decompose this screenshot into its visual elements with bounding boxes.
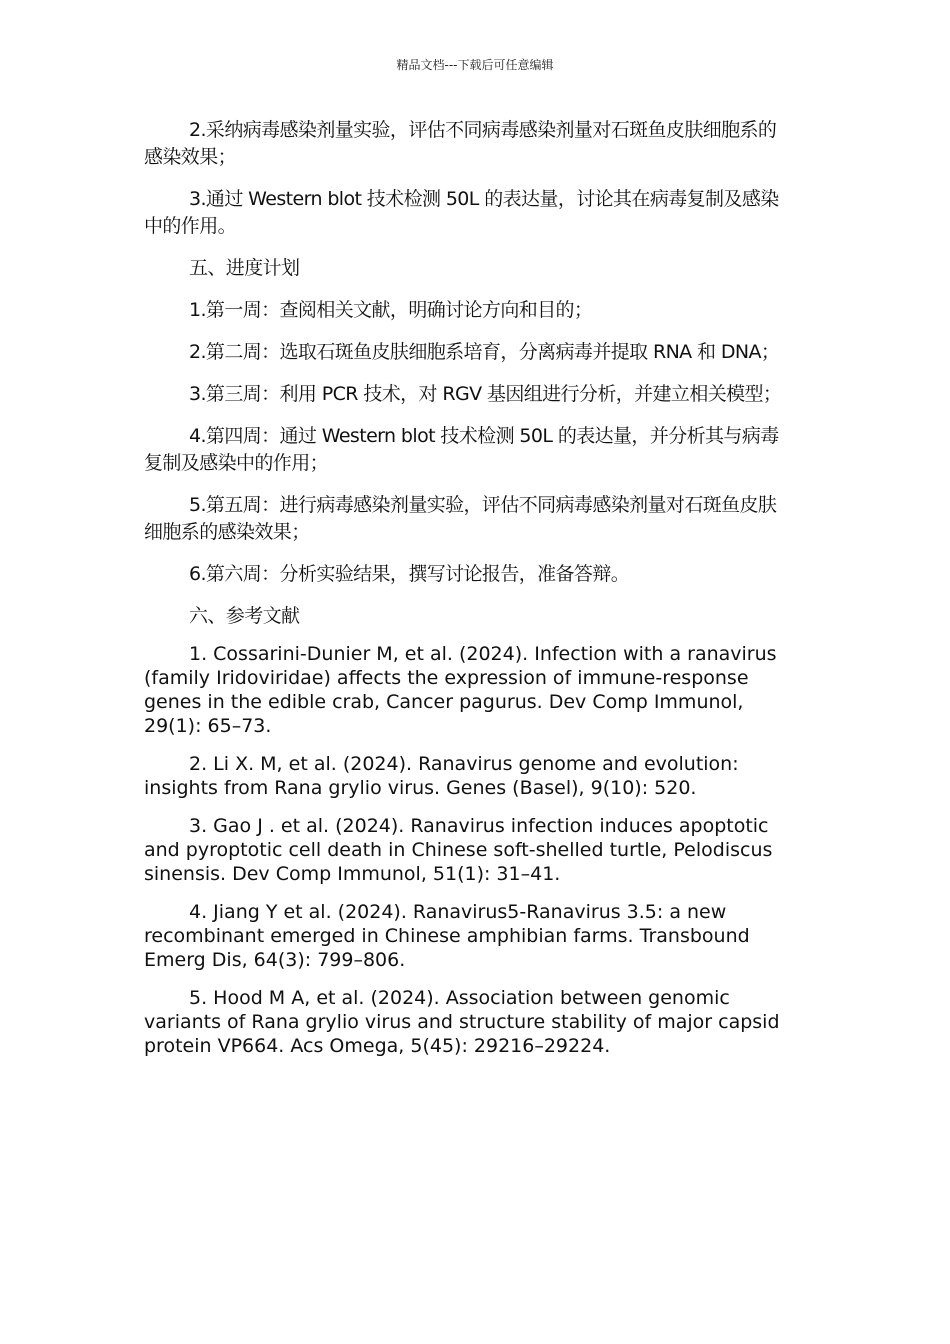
schedule-week-3: 3.第三周：利用 PCR 技术，对 RGV 基因组进行分析，并建立相关模型； bbox=[189, 383, 782, 405]
reference-item: 3. Gao J . et al. (2024). Ranavirus infection induces apoptotic and pyroptotic cell death in Chinese soft-shelled turtle, Pelodiscus sinensis. Dev Comp Immunol, 51(1): 31–41. bbox=[144, 815, 773, 885]
schedule-week-5: 5.第五周：进行病毒感染剂量实验，评估不同病毒感染剂量对石斑鱼皮肤细胞系的感染效果； bbox=[144, 494, 777, 543]
reference-item: 2. Li X. M, et al. (2024). Ranavirus genome and evolution: insights from Rana grylio virus. Genes (Basel), 9(10): 520. bbox=[144, 753, 739, 799]
reference-item: 4. Jiang Y et al. (2024). Ranavirus5-Ranavirus 3.5: a new recombinant emerged in Chinese amphibian farms. Transbound Emerg Dis, 64(3): 799–806. bbox=[144, 901, 750, 971]
section-heading-references: 六、参考文献 bbox=[189, 605, 300, 627]
paragraph-method-3: 3.通过 Western blot 技术检测 50L 的表达量，讨论其在病毒复制及感染中的作用。 bbox=[144, 188, 779, 237]
schedule-week-6: 6.第六周：分析实验结果，撰写讨论报告，准备答辩。 bbox=[189, 563, 630, 585]
schedule-week-1: 1.第一周：查阅相关文献，明确讨论方向和目的； bbox=[189, 299, 593, 321]
section-heading-schedule: 五、进度计划 bbox=[189, 257, 300, 279]
schedule-week-4: 4.第四周：通过 Western blot 技术检测 50L 的表达量，并分析其与病毒复制及感染中的作用； bbox=[144, 425, 779, 474]
schedule-week-2: 2.第二周：选取石斑鱼皮肤细胞系培育，分离病毒并提取 RNA 和 DNA； bbox=[189, 341, 780, 363]
paragraph-method-2: 2.采纳病毒感染剂量实验，评估不同病毒感染剂量对石斑鱼皮肤细胞系的感染效果； bbox=[144, 119, 777, 168]
reference-item: 1. Cossarini-Dunier M, et al. (2024). Infection with a ranavirus (family Iridoviridae) affects the expression of immune-response genes in the edible crab, Cancer pagurus. Dev Comp Immunol, 29(1): 65–73. bbox=[144, 643, 777, 737]
page-header: 精品文档---下载后可任意编辑 bbox=[396, 58, 554, 72]
reference-item: 5. Hood M A, et al. (2024). Association between genomic variants of Rana grylio virus and structure stability of major capsid protein VP664. Acs Omega, 5(45): 29216–29224. bbox=[144, 987, 780, 1057]
document-body bbox=[144, 117, 794, 1072]
